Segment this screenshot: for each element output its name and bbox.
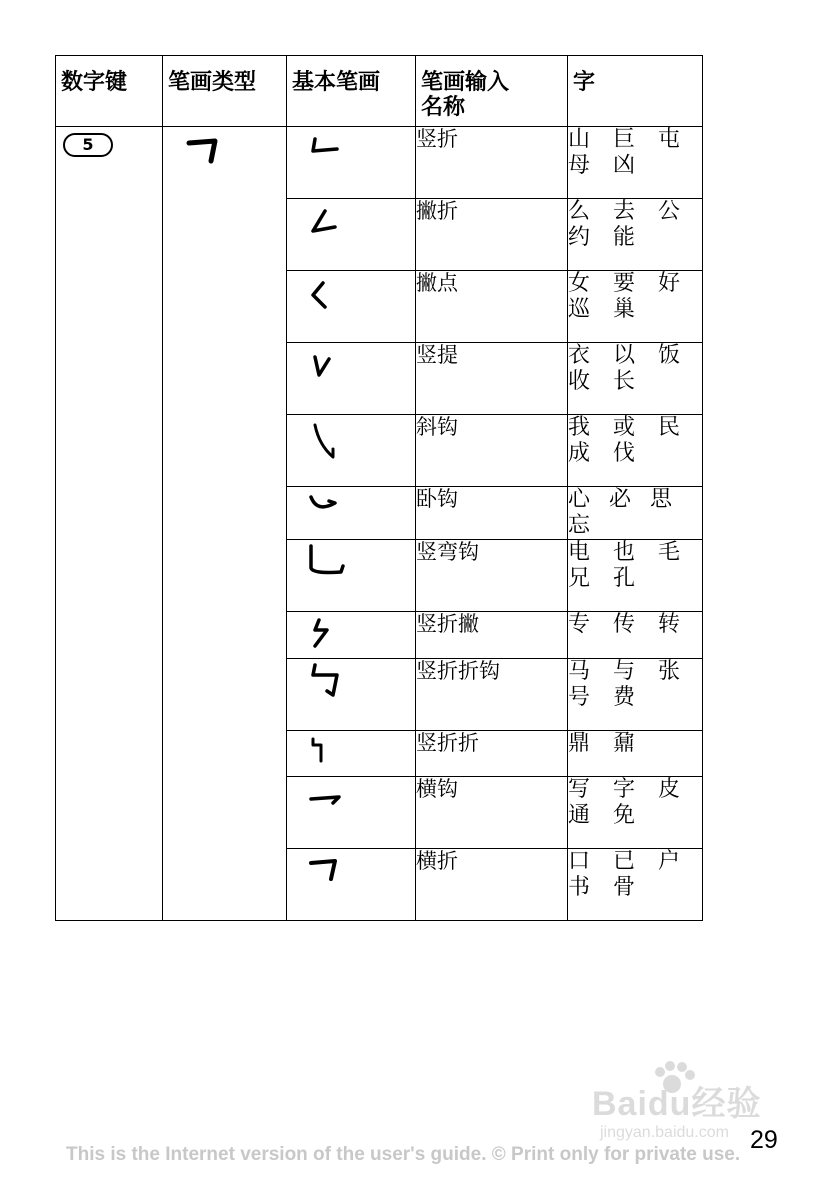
stroke-heng-gou-icon [287, 777, 416, 849]
stroke-shu-wan-gou-icon [287, 540, 416, 612]
stroke-wo-gou-icon [287, 487, 416, 540]
stroke-shu-zhe-zhe-gou-icon [287, 659, 416, 731]
watermark-logo-text: Baidu经验 [592, 1085, 762, 1123]
page-number: 29 [750, 1126, 778, 1154]
number-key-cell [56, 127, 163, 921]
example-characters: 么 去 公 约 能 [568, 199, 703, 271]
example-characters: 口 已 户 书 骨 [568, 849, 703, 921]
stroke-shu-zhe-icon [287, 127, 416, 199]
example-characters: 心 必 思 忘 [568, 487, 703, 540]
watermark-url: jingyan.baidu.com [600, 1124, 729, 1141]
key-5-badge: 5 [63, 133, 113, 157]
example-characters: 我 或 民 成 伐 [568, 415, 703, 487]
stroke-name: 斜钩 [416, 415, 568, 487]
stroke-pie-zhe-icon [287, 199, 416, 271]
heng-zhe-stroke-type-icon [185, 135, 225, 169]
example-characters: 山 巨 屯 母 凶 [568, 127, 703, 199]
header-number-key: 数字键 [56, 56, 163, 127]
example-characters: 马 与 张 号 费 [568, 659, 703, 731]
example-characters: 电 也 毛 兄 孔 [568, 540, 703, 612]
stroke-name: 竖折 [416, 127, 568, 199]
stroke-shu-zhe-pie-icon [287, 612, 416, 659]
header-stroke-type: 笔画类型 [163, 56, 287, 127]
stroke-name: 横折 [416, 849, 568, 921]
stroke-name: 撇点 [416, 271, 568, 343]
example-characters: 女 要 好 巡 巢 [568, 271, 703, 343]
header-basic-stroke: 基本笔画 [287, 56, 416, 127]
stroke-name: 竖折撇 [416, 612, 568, 659]
example-characters: 衣 以 饭 收 长 [568, 343, 703, 415]
stroke-name: 竖弯钩 [416, 540, 568, 612]
stroke-heng-zhe-icon [287, 849, 416, 921]
stroke-table [55, 55, 703, 921]
stroke-name: 竖提 [416, 343, 568, 415]
example-characters: 鼎 鼐 [568, 731, 703, 777]
baidu-jingyan-watermark [592, 1062, 761, 1142]
paw-icon [642, 1058, 722, 1098]
stroke-type-cell [163, 127, 287, 921]
table-header-row [56, 56, 703, 127]
stroke-name: 竖折折 [416, 731, 568, 777]
stroke-shu-ti-icon [287, 343, 416, 415]
stroke-name: 卧钩 [416, 487, 568, 540]
stroke-name: 撇折 [416, 199, 568, 271]
stroke-xie-gou-icon [287, 415, 416, 487]
header-characters: 字 [568, 56, 703, 127]
stroke-shu-zhe-zhe-icon [287, 731, 416, 777]
stroke-name: 横钩 [416, 777, 568, 849]
stroke-pie-dian-icon [287, 271, 416, 343]
footer-disclaimer: This is the Internet version of the user's guide. © Print only for private use. [66, 1144, 741, 1165]
table-row [56, 127, 703, 199]
stroke-name: 竖折折钩 [416, 659, 568, 731]
header-stroke-input-name: 笔画输入 名称 [416, 56, 568, 127]
example-characters: 专 传 转 [568, 612, 703, 659]
example-characters: 写 字 皮 通 免 [568, 777, 703, 849]
